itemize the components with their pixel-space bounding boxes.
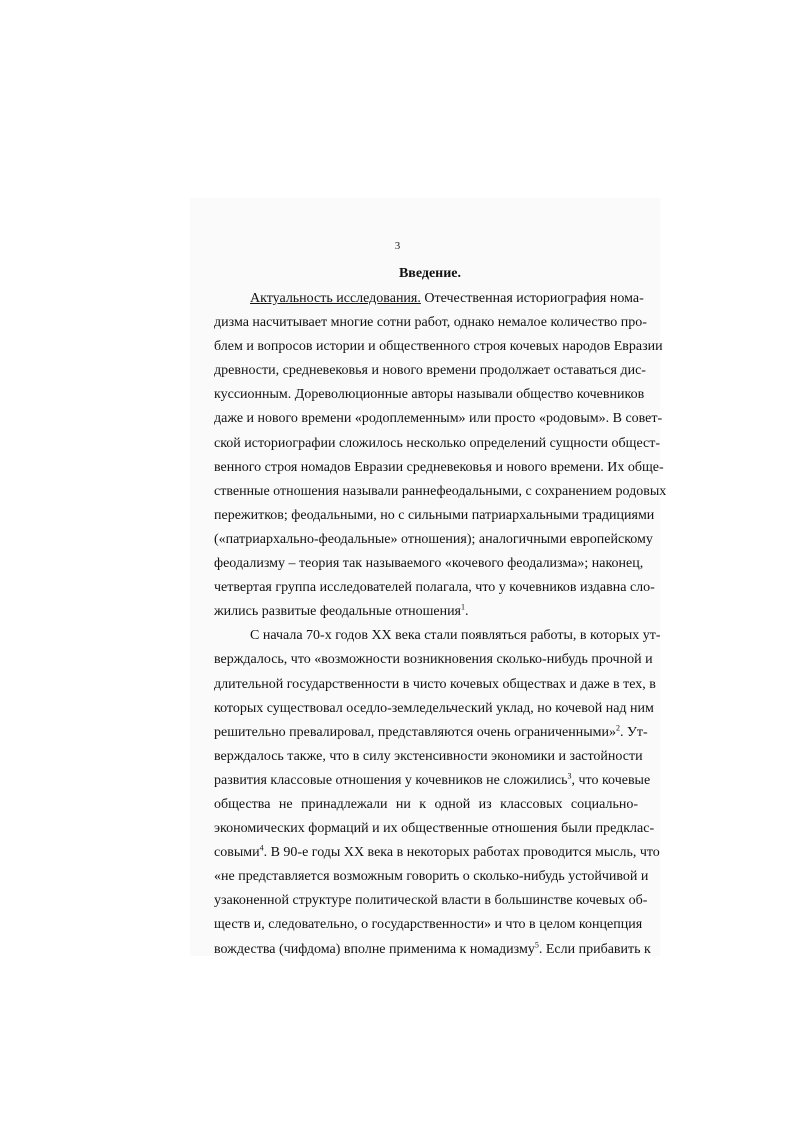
text-line: «не представляется возможным говорить о сколько-нибудь устойчивой и xyxy=(214,869,649,885)
text-line: древности, средневековья и нового времени продолжает оставаться дис- xyxy=(214,363,646,379)
text-line: вождества (чифдома) вполне применима к номадизму$^5$. Если прибавить к xyxy=(214,939,651,957)
footnote-ref: 4 xyxy=(259,843,264,853)
text-line: Актуальность исследования. Отечественная историография нома- xyxy=(250,291,644,306)
text-line: ственные отношения называли раннефеодальными, с сохранением родовых xyxy=(214,483,667,499)
text-line: совыми$^4$. В 90-е годы XX века в некоторых работах проводится мысль, что xyxy=(214,843,660,861)
text-line: блем и вопросов истории и общественного строя кочевых народов Евразии xyxy=(214,339,663,355)
text-line: верждалось также, что в силу экстенсивности экономики и застойности xyxy=(214,748,643,764)
text-line: узаконенной структуре политической власти в большинстве кочевых об- xyxy=(214,893,648,909)
paragraph-2 xyxy=(214,624,661,961)
footnote-ref: 5 xyxy=(534,939,539,949)
footnote-ref: 2 xyxy=(616,723,621,733)
text-line: ществ и, следовательно, о государственности» и что в целом концепция xyxy=(214,917,643,933)
text-line: которых существовал оседло-земледельческий уклад, но кочевой над ним xyxy=(214,700,654,716)
text-line: («патриархально-феодальные» отношения); аналогичными европейскому xyxy=(214,531,653,547)
text-line: четвертая группа исследователей полагала, что у кочевников издавна сло- xyxy=(214,580,655,596)
footnote-ref: 1 xyxy=(461,602,465,612)
paragraph-1 xyxy=(214,287,667,624)
footnote-ref: 3 xyxy=(567,771,572,781)
text-line: венного строя номадов Евразии средневековья и нового времени. Их обще- xyxy=(214,459,664,475)
underlined-phrase: Актуальность исследования. xyxy=(250,291,421,306)
text-line: общества не принадлежали ни к одной из классовых социально- xyxy=(214,796,638,812)
text-line: даже и нового времени «родоплеменным» или просто «родовым». В совет- xyxy=(214,411,663,427)
text-line: длительной государственности в чисто кочевых обществах и даже в тех, в xyxy=(214,676,656,692)
text-line: жились развитые феодальные отношения$^1$. xyxy=(214,602,469,620)
text-line: верждалось, что «возможности возникновения сколько-нибудь прочной и xyxy=(214,652,653,668)
text-line: феодализму – теория так называемого «кочевого феодализма»; наконец, xyxy=(214,556,644,572)
text-line: экономических формаций и их общественные отношения были предклас- xyxy=(214,821,655,837)
page-number: 3 xyxy=(394,240,401,252)
section-heading: Введение. xyxy=(398,266,462,281)
text-line: пережитков; феодальными, но с сильными патриархальными традициями xyxy=(214,507,655,523)
text-line: ской историографии сложилось несколько определений сущности общест- xyxy=(214,435,660,451)
text-line: куссионным. Дореволюционные авторы называли общество кочевников xyxy=(214,387,645,403)
text-line: дизма насчитывает многие сотни работ, однако немалое количество про- xyxy=(214,315,647,331)
text-line: решительно превалировал, представляются очень ограниченными»$^2$. Ут- xyxy=(214,723,648,740)
text-line: развития классовые отношения у кочевников не сложились$^3$, что кочевые xyxy=(214,771,651,788)
text-line: С начала 70-х годов XX века стали появляться работы, в которых ут- xyxy=(250,628,661,644)
body-text xyxy=(214,287,667,962)
